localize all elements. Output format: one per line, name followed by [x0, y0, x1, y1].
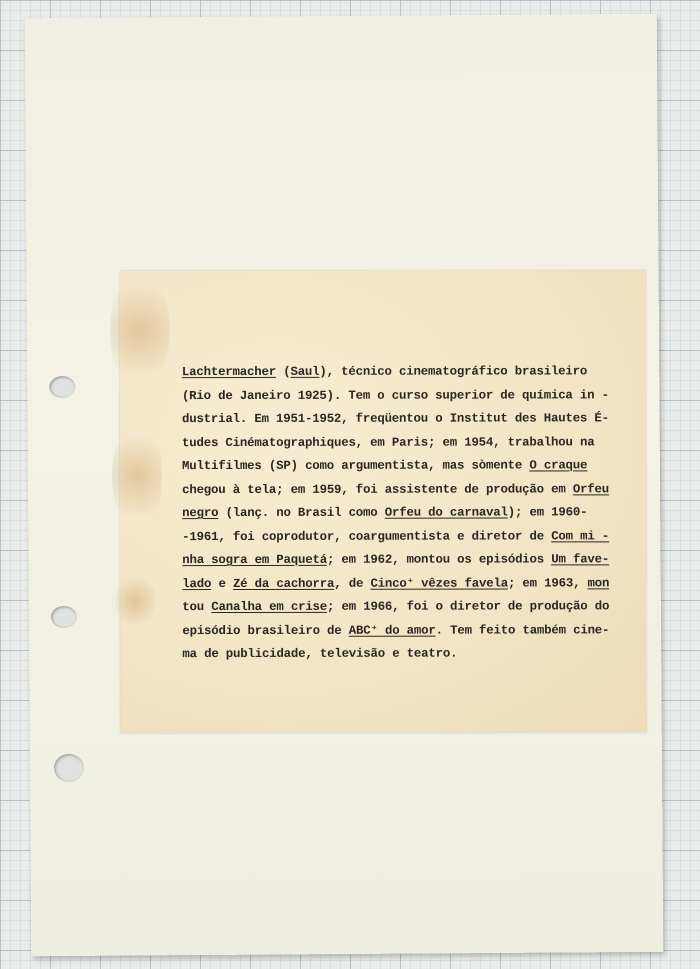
text-line — [182, 454, 642, 478]
underlined-title: Cinco⁺ vêzes favela — [370, 576, 508, 591]
underlined-title: negro — [182, 506, 219, 521]
underlined-title: Lachtermacher — [181, 364, 276, 380]
text-segment: e — [211, 576, 233, 591]
text-segment: ( — [275, 364, 291, 379]
punch-hole — [51, 606, 77, 628]
text-line — [182, 501, 642, 525]
text-line — [182, 595, 642, 619]
text-segment: ; em 1963, — [507, 575, 588, 591]
text-segment: , de — [334, 576, 371, 591]
text-line — [182, 572, 642, 596]
text-line — [182, 384, 642, 408]
underlined-title: Zé da cachorra — [232, 576, 335, 591]
text-segment: dustrial. Em 1951-1952, freqüentou o Institut des Hautes É- — [181, 411, 609, 427]
underlined-title: Um fave- — [551, 552, 610, 567]
clipped-typed-note — [120, 270, 647, 733]
text-segment: (Rio de Janeiro 1925). Tem o curso superior de química in - — [181, 387, 609, 403]
underlined-title: nha sogra em Paquetá — [182, 552, 327, 568]
text-line — [182, 431, 642, 455]
torn-punch-hole — [54, 754, 84, 782]
text-segment: episódio brasileiro de — [182, 623, 349, 638]
text-segment: ; em 1962, montou os episódios — [326, 552, 552, 567]
text-segment: chegou à tela; em 1959, foi assistente de produção em — [182, 481, 573, 497]
text-segment: . Tem feito também cine- — [435, 622, 610, 638]
text-segment: tudes Cinématographiques, em Paris; em 1954, trabalhou na — [182, 434, 595, 450]
text-line — [182, 360, 642, 384]
text-segment: ); em 1960- — [507, 505, 588, 520]
text-segment: ; em 1966, foi o diretor de produção do — [327, 599, 610, 614]
text-line — [182, 548, 642, 572]
underlined-title: Orfeu do carnaval — [384, 505, 508, 520]
text-line — [182, 407, 642, 431]
text-segment: -1961, foi coprodutor, coargumentista e diretor de — [182, 528, 552, 544]
text-line — [182, 619, 642, 643]
text-line — [182, 525, 642, 549]
underlined-title: Com mi - — [551, 528, 610, 543]
encyclopedia-entry — [182, 360, 643, 666]
underlined-title: mon — [587, 575, 610, 590]
punch-hole — [49, 376, 75, 398]
underlined-title: lado — [182, 576, 212, 591]
underlined-title: O craque — [529, 458, 588, 473]
paper-sheet — [25, 14, 664, 956]
underlined-title: Canalha em crise — [211, 599, 328, 615]
text-segment: ), técnico cinematográfico brasileiro — [319, 364, 588, 379]
text-line — [182, 642, 642, 666]
text-line — [182, 478, 642, 502]
text-segment: ma de publicidade, televisão e teatro. — [182, 646, 458, 662]
text-segment: Multifilmes (SP) como argumentista, mas sòmente — [182, 458, 530, 474]
underlined-title: Saul — [290, 364, 320, 379]
text-segment: tou — [182, 600, 212, 615]
underlined-title: Orfeu — [572, 481, 610, 496]
text-segment: (lanç. no Brasil como — [218, 505, 385, 521]
underlined-title: ABC⁺ do amor — [348, 623, 436, 638]
